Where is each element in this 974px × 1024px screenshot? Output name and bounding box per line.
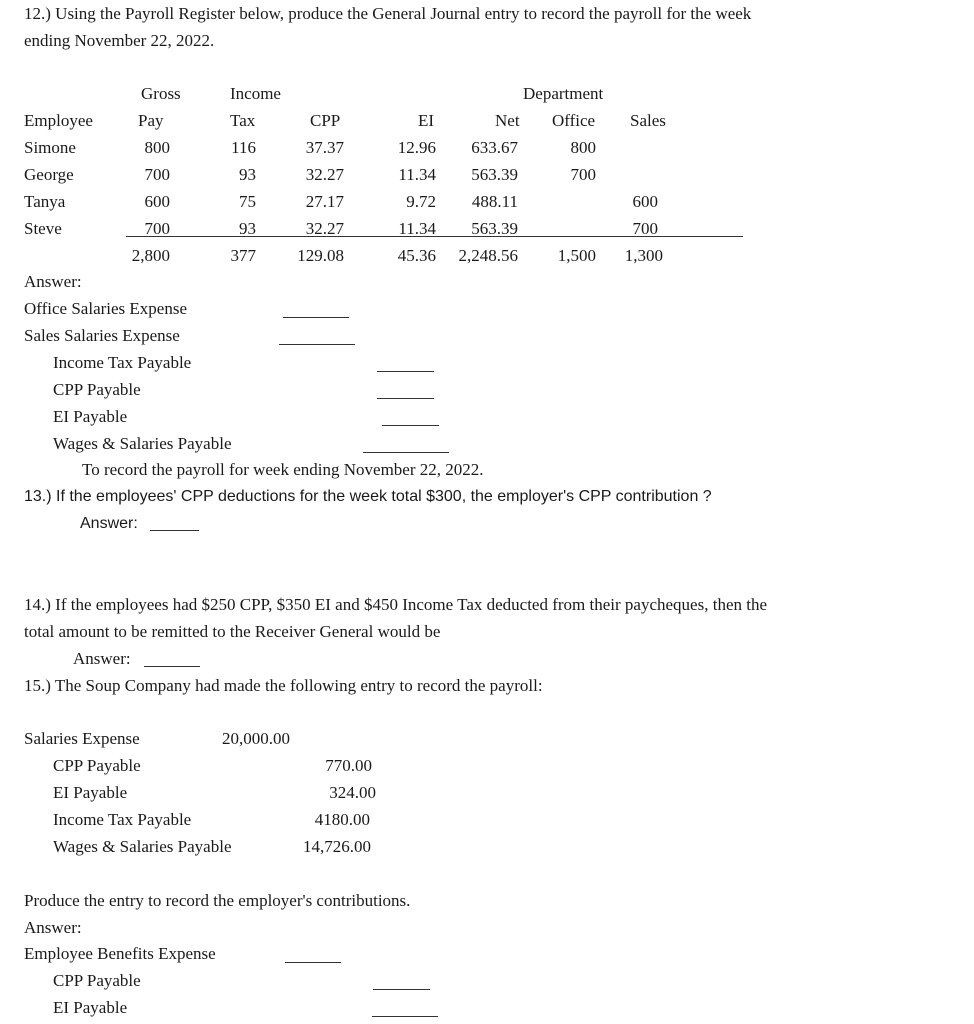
q15-answer-blank-benefits[interactable] — [285, 962, 341, 963]
q15-entry-debit: 20,000.00 — [222, 729, 290, 748]
row-employee: Steve — [24, 219, 62, 238]
header-cpp: CPP — [310, 111, 341, 130]
row-pay: 700 — [144, 219, 170, 238]
total-net: 2,248.56 — [458, 246, 518, 265]
entry-income-tax-payable: Income Tax Payable — [53, 353, 192, 372]
entry-cpp-payable: CPP Payable — [53, 380, 141, 399]
q15-entry-account: Wages & Salaries Payable — [53, 837, 232, 856]
row-ei: 11.34 — [398, 219, 436, 238]
answer-blank-income-tax[interactable] — [377, 371, 434, 372]
q15-answer-account: CPP Payable — [53, 971, 141, 990]
q14-prompt-line1: 14.) If the employees had $250 CPP, $350 EI and $450 Income Tax deducted from their paycheques, then the — [24, 595, 768, 614]
q15-prompt: 15.) The Soup Company had made the following entry to record the payroll: — [24, 676, 543, 695]
q15-entry-account: Salaries Expense — [24, 729, 140, 748]
row-cpp: 32.27 — [305, 219, 344, 238]
row-tax: 75 — [239, 192, 256, 211]
header-ei: EI — [418, 111, 435, 130]
header-employee: Employee — [24, 111, 93, 130]
entry-wages-payable: Wages & Salaries Payable — [53, 434, 232, 453]
row-employee: Tanya — [24, 192, 66, 211]
row-net: 563.39 — [471, 165, 518, 184]
q15-answer-account: Employee Benefits Expense — [24, 944, 216, 963]
register-total-rule — [126, 236, 743, 237]
row-sales: 700 — [632, 219, 658, 238]
q12-prompt-line2: ending November 22, 2022. — [24, 31, 215, 50]
row-employee: George — [24, 165, 74, 184]
q15-entry-credit: 4180.00 — [314, 810, 370, 829]
row-office: 800 — [570, 138, 596, 157]
row-pay: 800 — [144, 138, 170, 157]
q13-prompt: 13.) If the employees' CPP deductions for the week total $300, the employer's CPP contribution ? — [24, 488, 712, 505]
row-pay: 700 — [144, 165, 170, 184]
q12-answer-label: Answer: — [24, 272, 82, 291]
header-gross: Gross — [141, 84, 181, 103]
q12-prompt-line1: 12.) Using the Payroll Register below, produce the General Journal entry to record the payroll for the week — [24, 4, 752, 23]
row-net: 633.67 — [471, 138, 518, 157]
total-office: 1,500 — [557, 246, 596, 265]
q14-prompt-line2: total amount to be remitted to the Receiver General would be — [24, 622, 441, 641]
row-tax: 116 — [231, 138, 256, 157]
row-tax: 93 — [239, 219, 256, 238]
header-office: Office — [552, 111, 596, 130]
q15-answer-label: Answer: — [24, 918, 82, 937]
row-cpp: 27.17 — [305, 192, 344, 211]
row-cpp: 37.37 — [305, 138, 344, 157]
entry-sales-salaries: Sales Salaries Expense — [24, 326, 180, 345]
q15-entry-credit: 324.00 — [329, 783, 376, 802]
header-income: Income — [230, 84, 281, 103]
row-tax: 93 — [239, 165, 256, 184]
q15-entry-account: Income Tax Payable — [53, 810, 192, 829]
row-pay: 600 — [144, 192, 170, 211]
answer-blank-ei[interactable] — [382, 425, 439, 426]
row-office: 700 — [570, 165, 596, 184]
total-sales: 1,300 — [624, 246, 663, 265]
row-employee: Simone — [24, 138, 76, 157]
q15-answer-account: EI Payable — [53, 998, 128, 1017]
q13-answer-blank[interactable] — [150, 530, 199, 531]
row-net: 488.11 — [471, 192, 518, 211]
q12-explanation: To record the payroll for week ending November 22, 2022. — [82, 460, 484, 479]
q15-entry-credit: 770.00 — [325, 756, 372, 775]
answer-blank-wages[interactable] — [363, 452, 449, 453]
q13-answer-label: Answer: — [80, 515, 138, 532]
answer-blank-sales-salaries[interactable] — [279, 344, 355, 345]
header-net: Net — [495, 111, 520, 130]
row-net: 563.39 — [471, 219, 518, 238]
total-cpp: 129.08 — [297, 246, 344, 265]
q14-answer-label: Answer: — [73, 649, 131, 668]
row-ei: 12.96 — [397, 138, 436, 157]
answer-blank-cpp[interactable] — [377, 398, 434, 399]
total-ei: 45.36 — [397, 246, 436, 265]
q15-entry-account: EI Payable — [53, 783, 128, 802]
q14-answer-blank[interactable] — [144, 666, 200, 667]
header-tax: Tax — [230, 111, 256, 130]
total-pay: 2,800 — [131, 246, 170, 265]
answer-blank-office-salaries[interactable] — [283, 317, 349, 318]
entry-office-salaries: Office Salaries Expense — [24, 299, 188, 318]
row-ei: 9.72 — [406, 192, 436, 211]
q15-answer-blank-ei[interactable] — [372, 1016, 438, 1017]
row-ei: 11.34 — [398, 165, 436, 184]
header-department: Department — [523, 84, 604, 103]
entry-ei-payable: EI Payable — [53, 407, 128, 426]
q15-instruction: Produce the entry to record the employer's contributions. — [24, 891, 411, 910]
q15-entry-credit: 14,726.00 — [303, 837, 371, 856]
row-sales: 600 — [632, 192, 658, 211]
header-sales: Sales — [630, 111, 666, 130]
q15-entry-account: CPP Payable — [53, 756, 141, 775]
header-pay: Pay — [138, 111, 164, 130]
q15-answer-blank-cpp[interactable] — [373, 989, 430, 990]
row-cpp: 32.27 — [305, 165, 344, 184]
total-tax: 377 — [230, 246, 256, 265]
